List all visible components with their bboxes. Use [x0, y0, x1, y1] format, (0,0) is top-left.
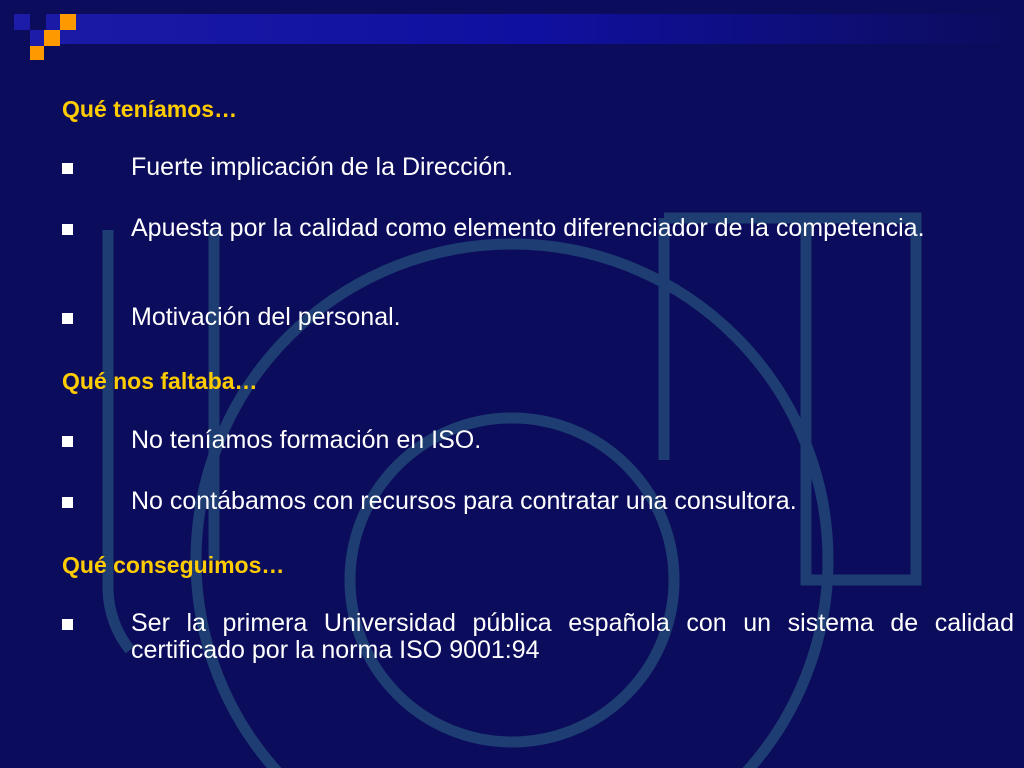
list-item: Fuerte implicación de la Dirección.	[62, 154, 1014, 181]
list-item: No teníamos formación en ISO.	[62, 427, 1014, 454]
section-heading: Qué teníamos…	[62, 96, 238, 122]
square-bullet-icon	[62, 436, 73, 447]
list-item: Motivación del personal.	[62, 304, 1014, 331]
square-bullet-icon	[62, 313, 73, 324]
square-bullet-icon	[62, 163, 73, 174]
section-heading: Qué conseguimos…	[62, 552, 285, 578]
list-item: Ser la primera Universidad pública española con un sistema de calidad certificado por la norma ISO 9001:94	[62, 610, 1014, 664]
list-item: No contábamos con recursos para contratar una consultora.	[62, 488, 1014, 515]
section-heading: Qué nos faltaba…	[62, 368, 258, 394]
list-item: Apuesta por la calidad como elemento diferenciador de la competencia.	[62, 215, 1014, 242]
checker-squares-icon	[0, 0, 100, 70]
square-bullet-icon	[62, 497, 73, 508]
square-bullet-icon	[62, 224, 73, 235]
square-bullet-icon	[62, 619, 73, 630]
top-decoration-bar	[46, 14, 1024, 44]
